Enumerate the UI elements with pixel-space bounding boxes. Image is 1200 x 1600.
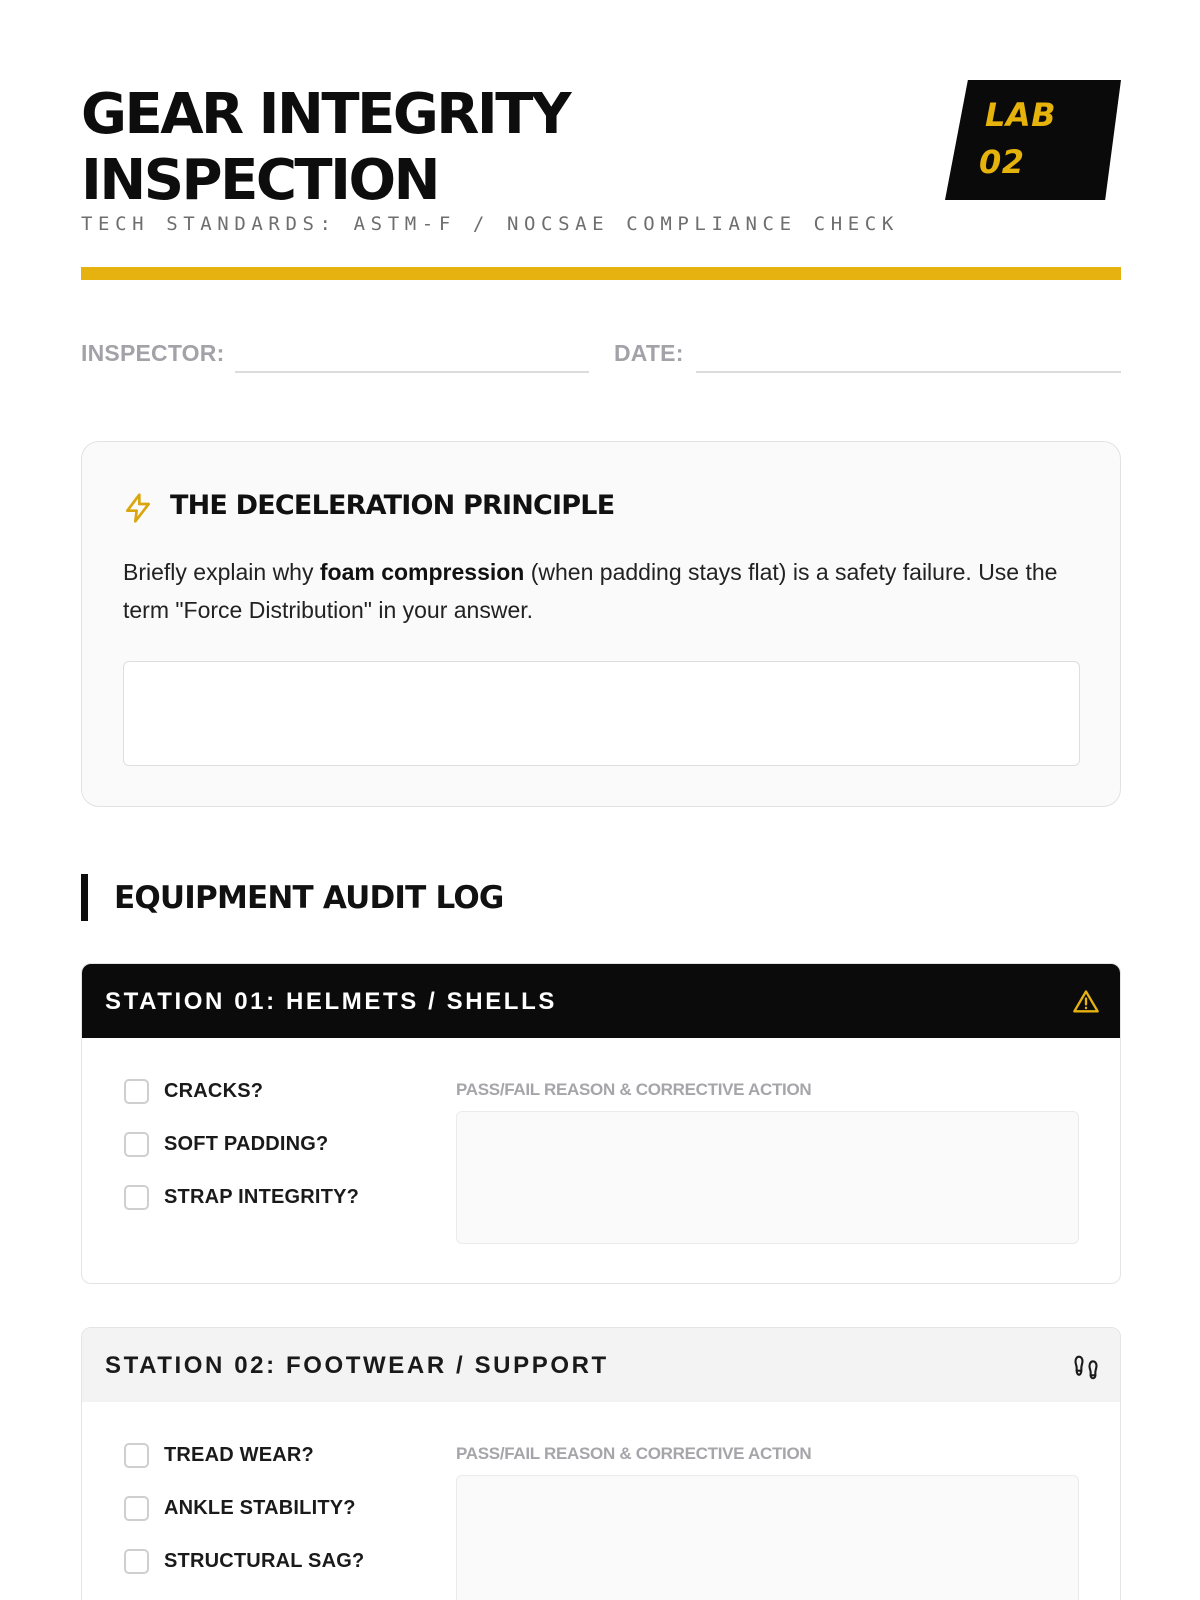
reason-label: PASS/FAIL REASON & CORRECTIVE ACTION [456, 1444, 812, 1463]
check-tread-wear-checkbox[interactable] [124, 1443, 149, 1468]
principle-prompt-emphasis: foam compression [319, 559, 525, 585]
principle-prompt-start: Briefly explain why [123, 559, 320, 585]
reason-field[interactable] [456, 1111, 1079, 1244]
check-item [124, 1182, 359, 1212]
section-marker [81, 874, 88, 921]
check-item [124, 1493, 356, 1523]
check-label: CRACKS? [164, 1079, 264, 1102]
check-item [124, 1546, 364, 1576]
check-label: STRAP INTEGRITY? [164, 1185, 360, 1208]
footprints-icon [1072, 1352, 1100, 1380]
station-name: STATION 01: HELMETS / SHELLS [105, 988, 557, 1015]
date-label: DATE: [614, 340, 684, 366]
reason-field[interactable] [456, 1475, 1079, 1600]
lab-badge [945, 80, 1121, 200]
principle-prompt-end: (when padding stays flat) is a safety failure. Use the term "Force Distribution" in your answer. [123, 559, 1058, 623]
check-item [124, 1129, 328, 1159]
deceleration-principle-card [81, 441, 1121, 807]
station-name: STATION 02: FOOTWEAR / SUPPORT [105, 1352, 609, 1379]
check-structural-sag-checkbox[interactable] [124, 1549, 149, 1574]
lightning-bolt-icon [122, 492, 154, 524]
inspector-label: INSPECTOR: [81, 340, 225, 366]
section-title: EQUIPMENT AUDIT LOG [114, 880, 504, 916]
check-item [124, 1440, 314, 1470]
date-field[interactable] [696, 371, 1121, 373]
page-subtitle: TECH STANDARDS: ASTM-F / NOCSAE COMPLIANCE CHECK [81, 213, 899, 235]
station-card-helmets [81, 963, 1121, 1284]
page-title: GEAR INTEGRITY INSPECTION [81, 82, 570, 213]
check-soft-padding-checkbox[interactable] [124, 1132, 149, 1157]
header-accent-bar [81, 267, 1121, 280]
check-cracks-checkbox[interactable] [124, 1079, 149, 1104]
principle-answer-field[interactable] [123, 661, 1080, 766]
principle-heading: THE DECELERATION PRINCIPLE [170, 490, 615, 521]
lab-badge-line1: LAB [985, 96, 1057, 134]
check-label: STRUCTURAL SAG? [164, 1549, 365, 1572]
lab-badge-line2: 02 [979, 143, 1025, 181]
station-header [82, 1328, 1120, 1402]
principle-prompt [123, 553, 1083, 629]
check-label: SOFT PADDING? [164, 1132, 329, 1155]
check-label: ANKLE STABILITY? [164, 1496, 356, 1519]
check-label: TREAD WEAR? [164, 1443, 314, 1466]
check-strap-integrity-checkbox[interactable] [124, 1185, 149, 1210]
station-header [82, 964, 1120, 1038]
inspector-field[interactable] [235, 371, 589, 373]
lab-badge-text [979, 92, 1056, 186]
station-card-footwear [81, 1327, 1121, 1600]
check-ankle-stability-checkbox[interactable] [124, 1496, 149, 1521]
warning-triangle-icon [1072, 988, 1100, 1016]
reason-label: PASS/FAIL REASON & CORRECTIVE ACTION [456, 1080, 812, 1099]
check-item [124, 1076, 263, 1106]
